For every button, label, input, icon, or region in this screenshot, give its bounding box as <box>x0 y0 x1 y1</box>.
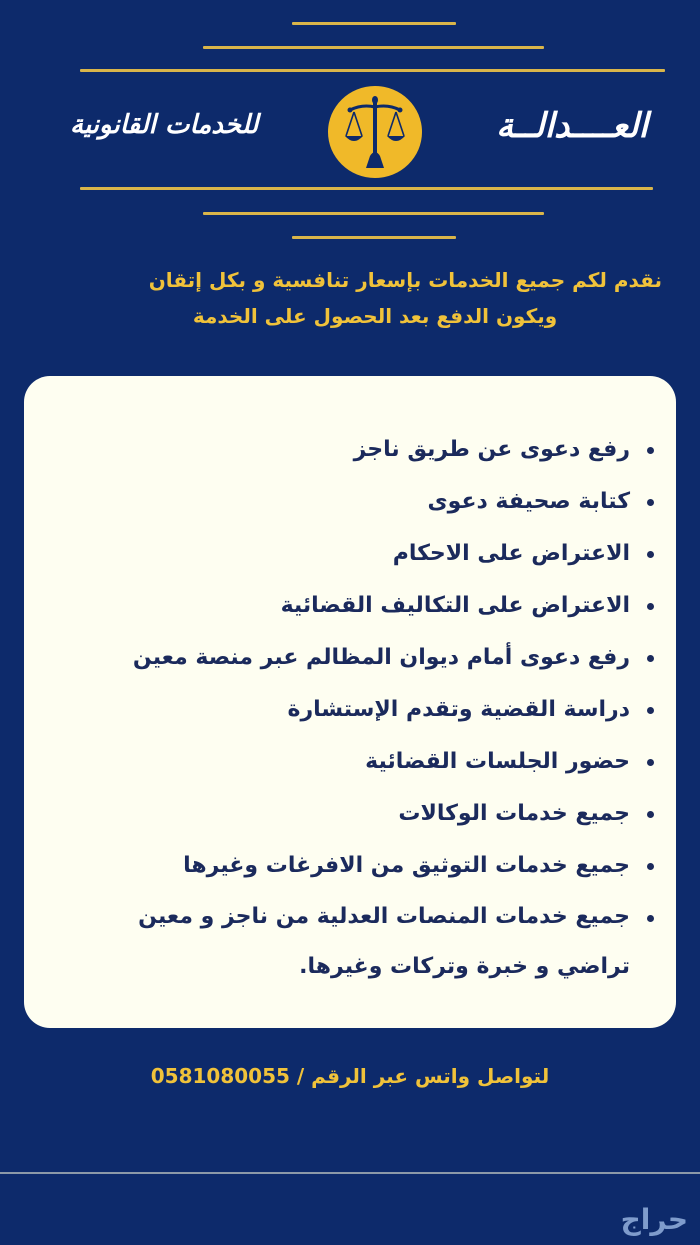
decorative-line <box>80 187 653 190</box>
service-item: رفع دعوى عن طريق ناجز <box>24 424 654 476</box>
service-item: حضور الجلسات القضائية <box>24 736 654 788</box>
contact-line <box>0 1064 700 1088</box>
service-item: جميع خدمات التوثيق من الافرغات وغيرها <box>24 840 654 892</box>
haraj-watermark-logo: حراج <box>620 1203 688 1236</box>
contact-label: لتواصل واتس عبر الرقم / <box>296 1064 550 1088</box>
services-list <box>24 424 654 992</box>
brand-name: العــــدالــة <box>496 106 648 146</box>
tagline-line-2: ويكون الدفع بعد الحصول على الخدمة <box>192 304 558 328</box>
brand-subtitle: للخدمات القانونية <box>70 110 259 140</box>
services-card <box>24 376 676 1028</box>
service-item-continuation: تراضي و خبرة وتركات وغيرها. <box>299 954 630 979</box>
decorative-line <box>203 212 544 215</box>
scales-of-justice-icon <box>328 86 422 178</box>
service-item: رفع دعوى أمام ديوان المظالم عبر منصة معين <box>24 632 654 684</box>
tagline-line-1: نقدم لكم جميع الخدمات بإسعار تنافسية و بكل إتقان <box>148 268 662 292</box>
service-item: الاعتراض على التكاليف القضائية <box>24 580 654 632</box>
contact-phone[interactable]: 0581080055 <box>150 1064 290 1088</box>
decorative-line <box>203 46 544 49</box>
service-item: دراسة القضية وتقدم الإستشارة <box>24 684 654 736</box>
tagline <box>60 262 660 334</box>
decorative-line <box>292 236 456 239</box>
brand-header <box>0 86 700 178</box>
service-item: كتابة صحيفة دعوى <box>24 476 654 528</box>
service-item: جميع خدمات المنصات العدلية من ناجز و معين تراضي و خبرة وتركات وغيرها. <box>24 892 654 992</box>
divider <box>0 1172 700 1174</box>
service-item: الاعتراض على الاحكام <box>24 528 654 580</box>
decorative-line <box>292 22 456 25</box>
service-item: جميع خدمات الوكالات <box>24 788 654 840</box>
decorative-line <box>80 69 665 72</box>
